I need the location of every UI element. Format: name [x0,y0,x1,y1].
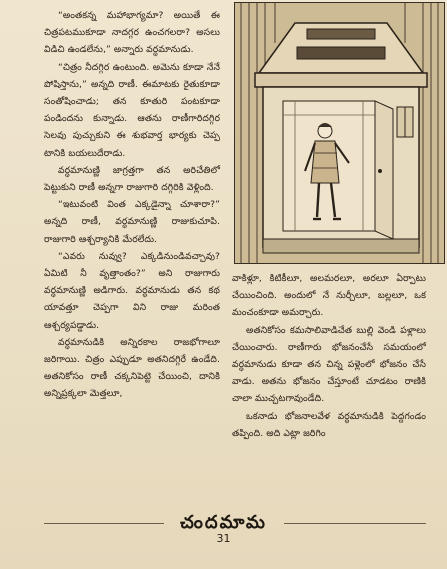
paragraph: అతనికోసం కమసాలివాడిచేత బుల్లి వెండి పళ్లాలు చేయించారు. రాణీగారు భోజనంచేసే సమయంలో వర్ధమానుడు కూడా తన చిన్న పళ్లెంలో భోజనం చేసే వాడు. అతను భోజనం చేస్తూంటే చూడటం రాణికి చాలా ముచ్చటగావుండేది. [232,324,426,405]
paragraph: “అంతకన్న మహాభాగ్యమా? అయితే ఈ చిత్రపటముకూడా నాదగ్గర ఉంచగలరా? అసలు విడిచి ఉండలేను,” అన్నారు వర్ధమానుడు. [44,10,220,56]
paragraph: “ఇటువంటి వింత ఎక్కడైన్నా చూశారా?” అన్నది రాణీ, వర్ధమానుణ్ణి రాజుకుచూపి. రాజుగారి ఆశ్చర్యానికి మేరలేదు. [44,199,220,245]
page-number: 31 [216,532,231,545]
paragraph: “ఎవరు నువ్వు? ఎక్కడినుండివచ్చావు? ఏమిటి నీ వృత్తాంతం?” అని రాజుగారు వర్ధమానుణ్ణి అడిగారు. వర్ధమానుడు తన కథ యావత్తూ చెప్పగా విని రాజు మరింత ఆశ్చర్యపడ్డాడు. [44,250,220,331]
story-illustration [234,2,445,264]
paragraph: వర్ధమానుణ్ణి జాగ్రత్తగా తన అరిచేతిలో పెట్టుకుని రాణీ అన్నగా రాజుగారి దగ్గిరికి వెళ్లింది. [44,164,220,194]
left-text-column [44,7,220,403]
paragraph: ఒకనాడు భోజనాలవేళ వర్ధమానుడికి పెద్దగండం తప్పింది. అది ఎట్లా జరిగిం [232,410,426,439]
magazine-title: చందమామ [180,512,267,533]
paragraph: వర్ధమానుడికి అన్నిరకాల రాజభోగాలూ జరిగాయి. చిత్రం ఎప్పుడూ అతనిదగ్గిరే ఉండేది. అతనికోసం రాణీ చక్కనిపెట్టె చేయించి, దానికి అన్నిప్రక్కలా మెత్తలూ, [44,336,220,400]
paragraph: వాకిళ్లూ, కిటికీలూ, అలమరలూ, అరలూ ఏర్పాటు చేయించింది. అందులో నే నుర్చీలూ, బల్లలూ, ఒక మంచంకూడా అమర్చారు. [232,273,426,319]
illustration-drawing [235,3,444,263]
right-text-column [232,270,426,442]
paragraph: “చిత్రం నీదగ్గిర ఉంటుంది. అమెను కూడా నేనే పోషిస్తాను,” అన్నది రాణీ. ఈమాటకు రైతుకూడా సంతోషించాడు; తన కూతురి పంటకూడా పండిందను కున్నాడు. ఆతను రాణీగారిదగ్గిర సెలవు పుచ్చుకుని ఈ శుభవార్త భార్యకు చెప్ప టానికి బయలుదేరాడు. [44,61,220,159]
